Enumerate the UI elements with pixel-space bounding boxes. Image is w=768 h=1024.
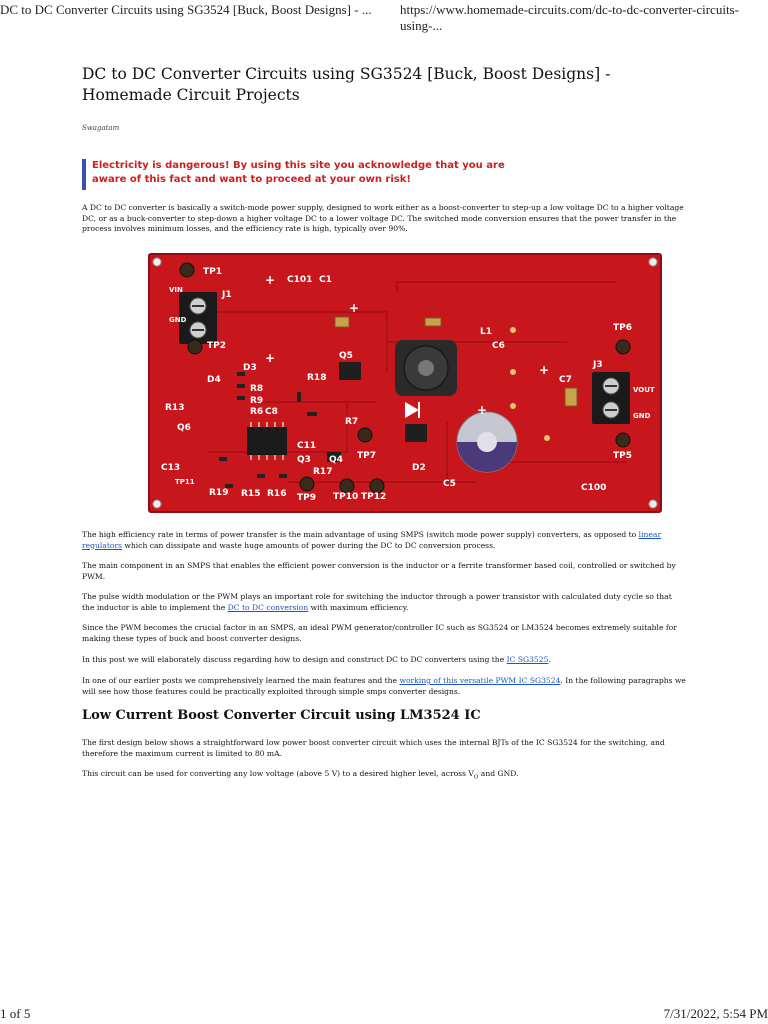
- page-number: 1 of 5: [0, 1006, 31, 1021]
- label-c5: C5: [443, 479, 456, 489]
- link-working-pwm-ic[interactable]: working of this versatile PWM IC SG3524: [399, 676, 561, 685]
- label-c100: C100: [581, 483, 607, 493]
- header-title: DC to DC Converter Circuits using SG3524 [Buck, Boost Designs] - ...: [0, 2, 372, 17]
- print-header: [0, 0, 768, 33]
- article-title: DC to DC Converter Circuits using SG3524 [Buck, Boost Designs] - Homemade Circuit Projects: [82, 65, 611, 104]
- label-q6: Q6: [177, 423, 191, 433]
- label-j3: J3: [593, 360, 603, 370]
- label-c8: C8: [265, 407, 278, 417]
- label-tp9: TP9: [297, 493, 316, 503]
- label-gnd: GND: [169, 316, 187, 324]
- label-c7: C7: [559, 375, 572, 385]
- paragraph-sg3524: Since the PWM becomes the crucial factor in an SMPS, an ideal PWM generator/controller IC such as SG3524 or LM3524 becomes extremely suitable for making these types of buck and boost converter designs.: [82, 623, 677, 643]
- paragraph-elaborate: In this post we will elaborately discuss regarding how to design and construct DC to DC converters using the IC SG3525.: [82, 655, 551, 664]
- link-dc-to-dc-conversion[interactable]: DC to DC conversion: [227, 602, 309, 612]
- svg-text:+: +: [349, 301, 360, 315]
- label-tp1: TP1: [203, 267, 222, 277]
- label-tp12: TP12: [361, 492, 387, 502]
- label-r17: R17: [313, 467, 333, 477]
- label-tp11: TP11: [175, 478, 195, 486]
- paragraph-inductor: The main component in an SMPS that enables the efficient power conversion is the inductor or a ferrite transformer based coil, controlled or switched by PWM.: [82, 561, 676, 581]
- label-tp10: TP10: [333, 492, 359, 502]
- label-c6: C6: [492, 341, 505, 351]
- label-tp5: TP5: [613, 451, 632, 461]
- label-q4: Q4: [329, 455, 343, 465]
- label-r16: R16: [267, 489, 287, 499]
- label-r7: R7: [345, 417, 359, 427]
- label-r15: R15: [241, 489, 261, 499]
- label-j1: J1: [222, 290, 232, 300]
- paragraph-efficiency: The high efficiency rate in terms of power transfer is the main advantage of using SMPS (switch mode power supply) converters, as opposed to linear regulators which can dissipate and waste huge amounts of power during the DC to DC conversion process.: [82, 530, 662, 550]
- label-gnd-out: GND: [633, 412, 651, 420]
- label-tp7: TP7: [357, 451, 376, 461]
- label-r8: R8: [250, 384, 264, 394]
- label-c13: C13: [161, 463, 181, 473]
- label-r13: R13: [165, 403, 185, 413]
- paragraph-usage: This circuit can be used for converting any low voltage (above 5 V) to a desired higher level, across $V_O$ and GND.: [82, 769, 519, 781]
- link-ic-sg3525[interactable]: IC SG3525: [506, 655, 549, 664]
- paragraph-pwm: The pulse width modulation or the PWM plays an important role for switching the inductor through a power transistor with calculated duty cycle so that the inductor is able to implement the DC to DC conversion with maximum efficiency.: [82, 592, 672, 612]
- print-datetime: 7/31/2022, 5:54 PM: [663, 1006, 768, 1021]
- warning-banner: Electricity is dangerous! By using this site you acknowledge that you are aware of this fact and want to proceed at your own risk!: [82, 159, 512, 190]
- label-tp2: TP2: [207, 341, 226, 351]
- label-vin: VIN: [169, 286, 183, 294]
- svg-text:+: +: [265, 273, 276, 287]
- label-r19: R19: [209, 488, 229, 498]
- print-footer: [0, 1002, 768, 1024]
- link-linear-regulators[interactable]: linear regulators: [82, 530, 662, 550]
- label-r9: R9: [250, 396, 264, 406]
- header-url: https://www.homemade-circuits.com/dc-to-dc-converter-circuits-using-...: [400, 2, 739, 33]
- label-d4: D4: [207, 375, 221, 385]
- section-heading: Low Current Boost Converter Circuit using LM3524 IC: [82, 708, 481, 723]
- label-c101: C101: [287, 275, 313, 285]
- label-l1: L1: [480, 327, 492, 337]
- label-q3: Q3: [297, 455, 311, 465]
- label-r18: R18: [307, 373, 327, 383]
- label-r6: R6: [250, 407, 264, 417]
- svg-text:+: +: [477, 403, 488, 417]
- svg-text:+: +: [265, 351, 276, 365]
- paragraph-intro: A DC to DC converter is basically a switch-mode power supply, designed to work either as a boost-converter to step-up a low voltage DC to a higher voltage DC, or as a buck-converter to step-down a higher voltage DC to a lower voltage DC. The switched mode conversion ensures that the power transfer in the process involves minimum losses, and the efficiency rate is high, typically over 90%.: [82, 203, 684, 234]
- label-tp6: TP6: [613, 323, 632, 333]
- author: Swagatam: [82, 124, 120, 132]
- svg-text:+: +: [539, 363, 550, 377]
- paragraph-first-design: The first design below shows a straightforward low power boost converter circuit which uses the internal BJTs of the IC SG3524 for the switching, and therefore the maximum current is limited to 80 mA.: [82, 738, 665, 758]
- label-d2: D2: [412, 463, 426, 473]
- pcb-photo: [147, 252, 663, 516]
- label-d3: D3: [243, 363, 257, 373]
- label-c11: C11: [297, 441, 317, 451]
- paragraph-earlier-posts: In one of our earlier posts we comprehensively learned the main features and the working of this versatile PWM IC SG3524. In the following paragraphs we will see how those features could be practically exploited through simple smps converter designs.: [82, 676, 686, 696]
- label-vout: VOUT: [633, 386, 655, 394]
- label-c1: C1: [319, 275, 332, 285]
- label-q5: Q5: [339, 351, 353, 361]
- subscript-o: O: [473, 774, 479, 781]
